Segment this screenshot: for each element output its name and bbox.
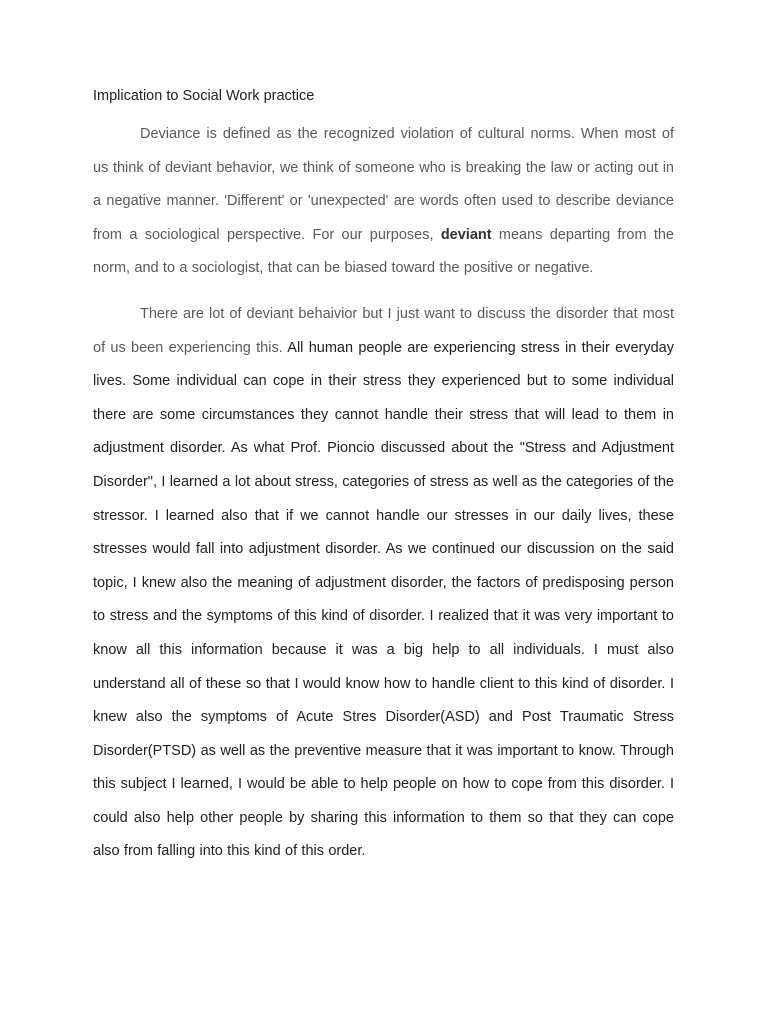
document-page xyxy=(93,84,674,881)
paragraph-stress-body: All human people are experiencing stress in their everyday lives. Some individual can cope in their stress they experienced but to some individual there are some circumstances they cannot handle their stress that will lead to them in adjustment disorder. As what Prof. Pioncio discussed about the "Stress and Adjustment Disorder", I learned a lot about stress, categories of stress as well as the categories of the stressor. I learned also that if we cannot handle our stresses in our daily lives, these stresses would fall into adjustment disorder. As we continued our discussion on the said topic, I knew also the meaning of adjustment disorder, the factors of predisposing person to stress and the symptoms of this kind of disorder. I realized that it was very important to know all this information because it was a big help to all individuals. I must also understand all of these so that I would know how to handle client to this kind of disorder. I knew also the symptoms of Acute Stres Disorder(ASD) and Post Traumatic Stress Disorder(PTSD) as well as the preventive measure that it was important to know. Through this subject I learned, I would be able to help people on how to cope from this disorder. I could also help other people by sharing this information to them so that they can cope also from falling into this kind of this order. xyxy=(93,339,674,860)
document-title: Implication to Social Work practice xyxy=(93,88,315,104)
paragraph-deviance-text-2: means departing from the norm, and to a sociologist, that can be biased toward the positive or negative. xyxy=(93,226,674,277)
paragraph-deviance xyxy=(93,118,674,286)
paragraph-stress xyxy=(93,298,674,869)
paragraph-stress-intro: There are lot of deviant behaivior but I just want to discuss the disorder that most of us been experiencing this. xyxy=(93,305,674,356)
bold-term-deviant: deviant xyxy=(440,226,492,243)
paragraph-deviance-text-1: Deviance is defined as the recognized violation of cultural norms. When most of us think of deviant behavior, we think of someone who is breaking the law or acting out in a negative manner. 'Different' or 'unexpected' are words often used to describe deviance from a sociological perspective. For our purposes, xyxy=(93,126,674,243)
